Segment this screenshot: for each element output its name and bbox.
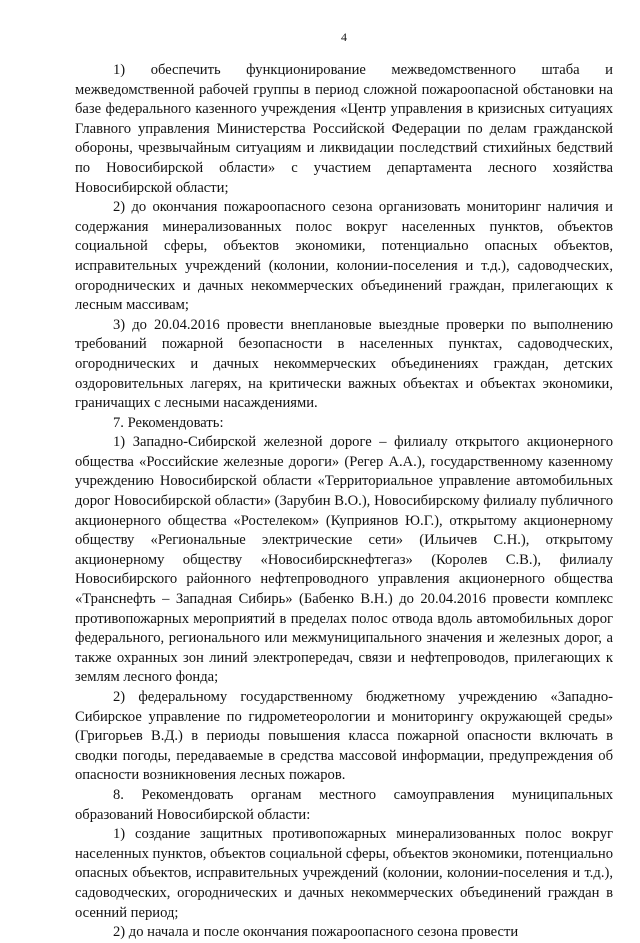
paragraph-item-1: 1) обеспечить функционирование межведомственного штаба и межведомственной рабочей группы в период сложной пожароопасной обстановки на базе федерального казенного учреждения «Центр управления в кризисных ситуациях Главного управления Министерства Российской Федерации по делам гражданской обороны, чрезвычайным ситуациям и ликвидации последствий стихийных бедствий по Новосибирской области» с участием департамента лесного хозяйства Новосибирской области; (75, 62, 613, 196)
paragraph-section-7: 7. Рекомендовать: (113, 414, 224, 431)
document-page (75, 30, 613, 943)
paragraph-item-2: 2) до окончания пожароопасного сезона организовать мониторинг наличия и содержания минерализованных полос вокруг населенных пунктов, объектов социальной сферы, объектов экономики, потенциально опасных объектов, исправительных учреждений (колонии, колонии-поселения и т.д.), садоводческих, огороднических и дачных некоммерческих объединений граждан, прилегающих к лесным массивам; (75, 199, 613, 314)
paragraph-item-7-2: 2) федеральному государственному бюджетному учреждению «Западно-Сибирское управление по гидрометеорологии и мониторингу окружающей среды» (Григорьев В.Д.) в периоды повышения класса пожарной опасности включать в сводки погоды, передаваемые в средства массовой информации, предупреждения об опасности возникновения лесных пожаров. (75, 689, 613, 784)
paragraph-item-8-2: 2) до начала и после окончания пожароопасного сезона провести (113, 924, 519, 941)
paragraph-item-3: 3) до 20.04.2016 провести внеплановые выездные проверки по выполнению требований пожарной безопасности в населенных пунктах, садоводческих, огороднических и дачных некоммерческих объединениях граждан, детских оздоровительных лагерях, на критически важных объектах и объектах экономики, граничащих с лесными насаждениями. (75, 316, 613, 412)
paragraph-item-8-1: 1) создание защитных противопожарных минерализованных полос вокруг населенных пунктов, объектов социальной сферы, объектов экономики, потенциально опасных объектов, исправительных учреждений (колонии, колонии-поселения и т.д.), садоводческих, огороднических и дачных некоммерческих объединений граждан в осенний период; (75, 826, 613, 921)
page-number: 4 (341, 30, 347, 44)
paragraph-item-7-1: 1) Западно-Сибирской железной дороге – филиалу открытого акционерного общества «Российские железные дороги» (Регер А.А.), государственному казенному учреждению Новосибирской области «Территориальное управление автомобильных дорог Новосибирской области» (Зарубин В.О.), Новосибирскому филиалу публичного акционерного общества «Ростелеком» (Куприянов Ю.Г.), открытому акционерному обществу «Региональные электрические сети» (Ильичев С.Н.), открытому акционерному обществу «Новосибирскнефтегаз» (Королев С.В.), филиалу Новосибирского районного нефтепроводного управления акционерного общества «Транснефть – Западная Сибирь» (Бабенко В.Н.) до 20.04.2016 провести комплекс противопожарных мероприятий в пределах полос отвода вдоль автомобильных дорог федерального, регионального или межмуниципального значения и железных дорог, а также охранных зон линий электропередач, связи и нефтепроводов, прилегающих к землям лесного фонда; (75, 434, 613, 686)
paragraph-section-8: 8. Рекомендовать органам местного самоуправления муниципальных образований Новосибирской области: (75, 786, 613, 823)
